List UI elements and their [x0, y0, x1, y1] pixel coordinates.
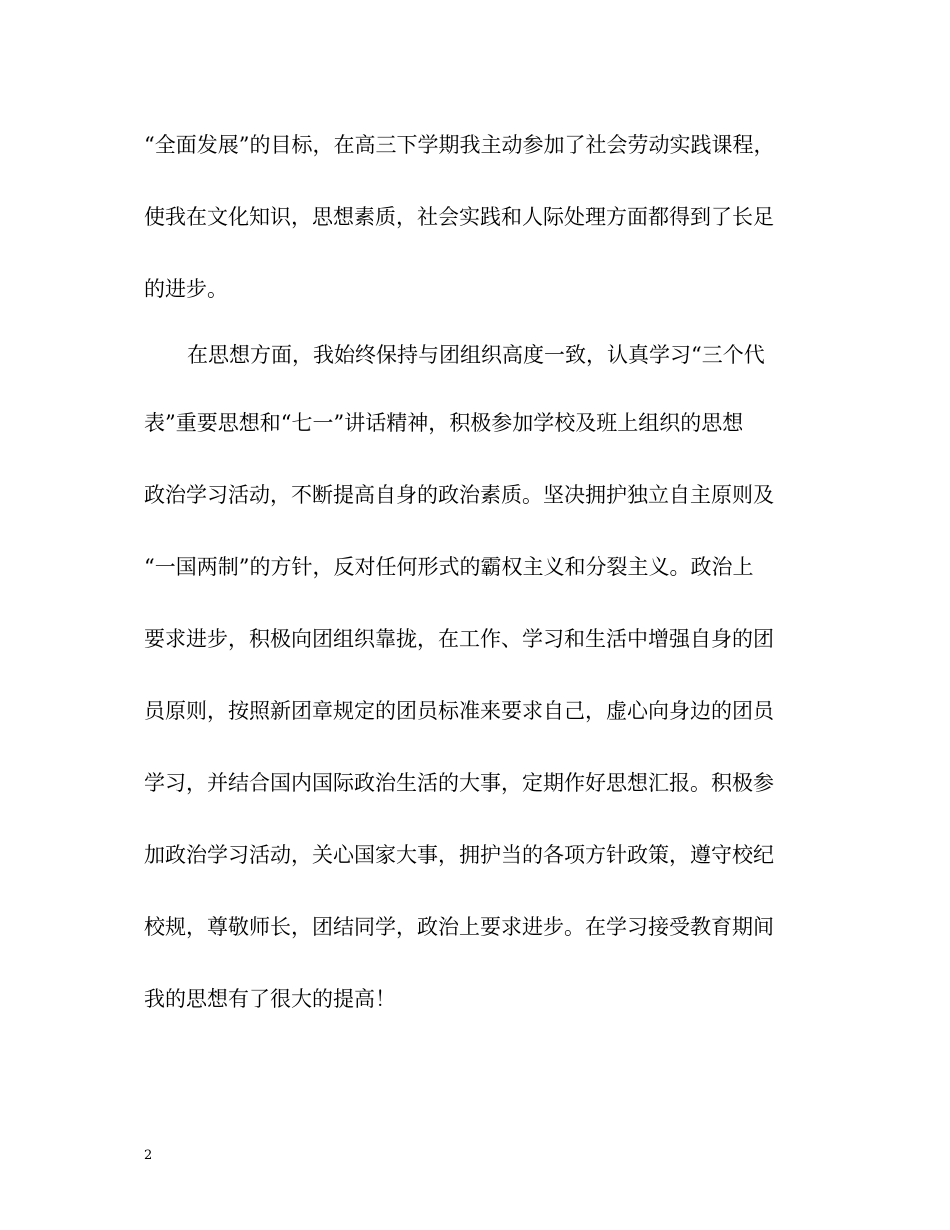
text-line-12: 校规，尊敬师长，团结同学，政治上要求进步。在学习接受教育期间 [144, 915, 774, 939]
text-line-9: 员原则，按照新团章规定的团员标准来要求自己，虚心向身边的团员 [144, 699, 774, 723]
text-line-8: 要求进步，积极向团组织靠拢，在工作、学习和生活中增强自身的团 [144, 627, 774, 651]
text-line-11: 加政治学习活动，关心国家大事，拥护当的各项方针政策，遵守校纪 [144, 843, 774, 867]
text-line-4: 在思想方面，我始终保持与团组织高度一致，认真学习“三个代 [187, 343, 765, 367]
page-number: 2 [144, 1148, 153, 1163]
text-line-2: 使我在文化知识，思想素质，社会实践和人际处理方面都得到了长足 [144, 205, 774, 229]
text-line-5: 表”重要思想和“七一”讲话精神，积极参加学校及班上组织的思想 [144, 411, 744, 435]
text-line-3: 的进步。 [144, 277, 228, 301]
text-line-1: “全面发展”的目标，在高三下学期我主动参加了社会劳动实践课程， [144, 133, 775, 157]
text-line-10: 学习，并结合国内国际政治生活的大事，定期作好思想汇报。积极参 [144, 771, 774, 795]
text-line-6: 政治学习活动，不断提高自身的政治素质。坚决拥护独立自主原则及 [144, 483, 774, 507]
text-line-7: “一国两制”的方针，反对任何形式的霸权主义和分裂主义。政治上 [144, 555, 754, 579]
text-line-13: 我的思想有了很大的提高！ [144, 987, 396, 1011]
